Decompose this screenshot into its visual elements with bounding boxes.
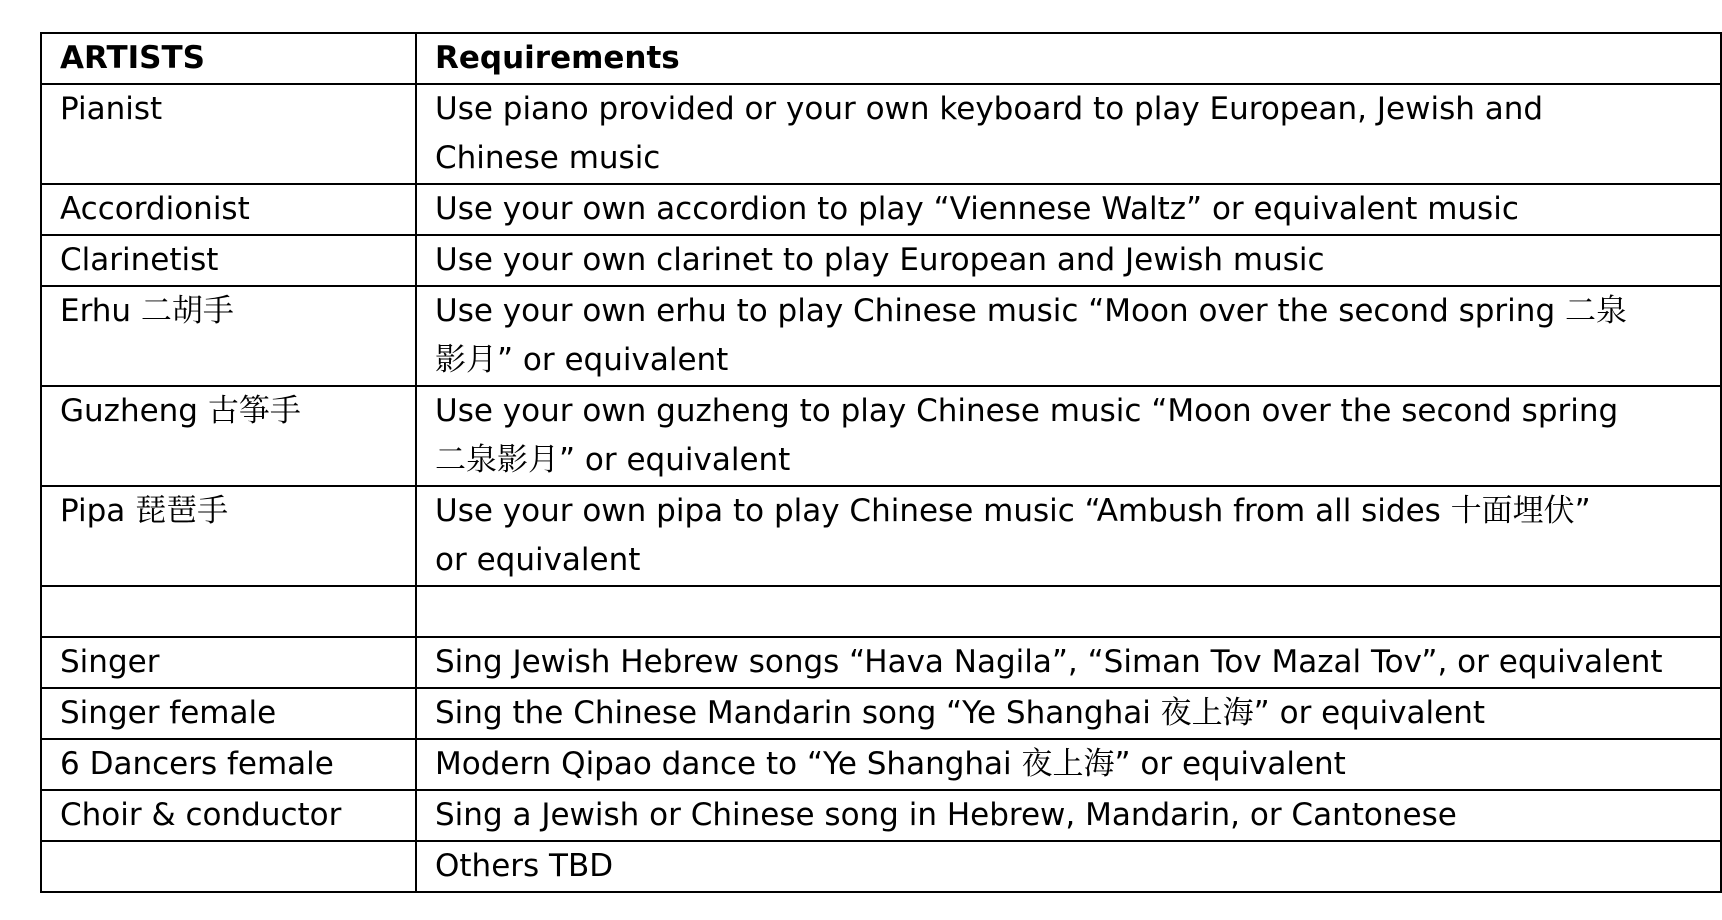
table-row xyxy=(41,386,1721,486)
table-row xyxy=(41,184,1721,235)
artist-cell: Singer xyxy=(41,637,416,688)
requirement-line: 二泉影月” or equivalent xyxy=(435,442,791,478)
artist-cell: Choir & conductor xyxy=(41,790,416,841)
artist-cell xyxy=(41,841,416,892)
table-row xyxy=(41,688,1721,739)
artist-cell xyxy=(41,586,416,637)
artist-cell: Pianist xyxy=(41,84,416,184)
table-row xyxy=(41,84,1721,184)
artist-cell: Guzheng 古筝手 xyxy=(41,386,416,486)
requirement-line: Use your own erhu to play Chinese music “Moon over the second spring 二泉 xyxy=(435,293,1627,329)
artist-cell: 6 Dancers female xyxy=(41,739,416,790)
requirement-line: Others TBD xyxy=(435,848,614,884)
requirement-cell xyxy=(416,739,1721,790)
artist-cell: Singer female xyxy=(41,688,416,739)
table-row xyxy=(41,790,1721,841)
requirement-cell xyxy=(416,386,1721,486)
table-row xyxy=(41,286,1721,386)
artist-cell: Clarinetist xyxy=(41,235,416,286)
requirement-line: Use piano provided or your own keyboard to play European, Jewish and xyxy=(435,91,1544,127)
requirement-cell xyxy=(416,486,1721,586)
requirement-line: Use your own accordion to play “Viennese Waltz” or equivalent music xyxy=(435,191,1519,227)
artists-requirements-table xyxy=(40,32,1722,893)
requirement-line: Modern Qipao dance to “Ye Shanghai 夜上海” or equivalent xyxy=(435,746,1346,782)
requirement-cell xyxy=(416,84,1721,184)
requirement-line: or equivalent xyxy=(435,542,641,578)
header-artists: ARTISTS xyxy=(41,33,416,84)
header-requirements: Requirements xyxy=(416,33,1721,84)
requirement-line: Use your own guzheng to play Chinese music “Moon over the second spring xyxy=(435,393,1619,429)
table-row xyxy=(41,739,1721,790)
artist-cell: Erhu 二胡手 xyxy=(41,286,416,386)
requirement-line: Use your own pipa to play Chinese music “Ambush from all sides 十面埋伏” xyxy=(435,493,1591,529)
requirement-cell xyxy=(416,688,1721,739)
requirement-cell xyxy=(416,790,1721,841)
requirement-cell xyxy=(416,235,1721,286)
requirement-cell xyxy=(416,841,1721,892)
table-row xyxy=(41,486,1721,586)
table-row xyxy=(41,235,1721,286)
requirement-line: Sing a Jewish or Chinese song in Hebrew, Mandarin, or Cantonese xyxy=(435,797,1457,833)
requirement-cell xyxy=(416,586,1721,637)
requirement-line: 影月” or equivalent xyxy=(435,342,729,378)
requirement-line: Use your own clarinet to play European and Jewish music xyxy=(435,242,1325,278)
requirement-cell xyxy=(416,184,1721,235)
artist-cell: Accordionist xyxy=(41,184,416,235)
table-row-empty xyxy=(41,586,1721,637)
requirement-cell xyxy=(416,286,1721,386)
requirement-line: Chinese music xyxy=(435,140,661,176)
table-row xyxy=(41,841,1721,892)
table-row xyxy=(41,637,1721,688)
requirement-line: Sing Jewish Hebrew songs “Hava Nagila”, “Siman Tov Mazal Tov”, or equivalent xyxy=(435,644,1663,680)
requirement-cell xyxy=(416,637,1721,688)
table-header-row xyxy=(41,33,1721,84)
requirement-line xyxy=(435,587,1702,636)
requirement-line: Sing the Chinese Mandarin song “Ye Shanghai 夜上海” or equivalent xyxy=(435,695,1486,731)
artist-cell: Pipa 琵琶手 xyxy=(41,486,416,586)
